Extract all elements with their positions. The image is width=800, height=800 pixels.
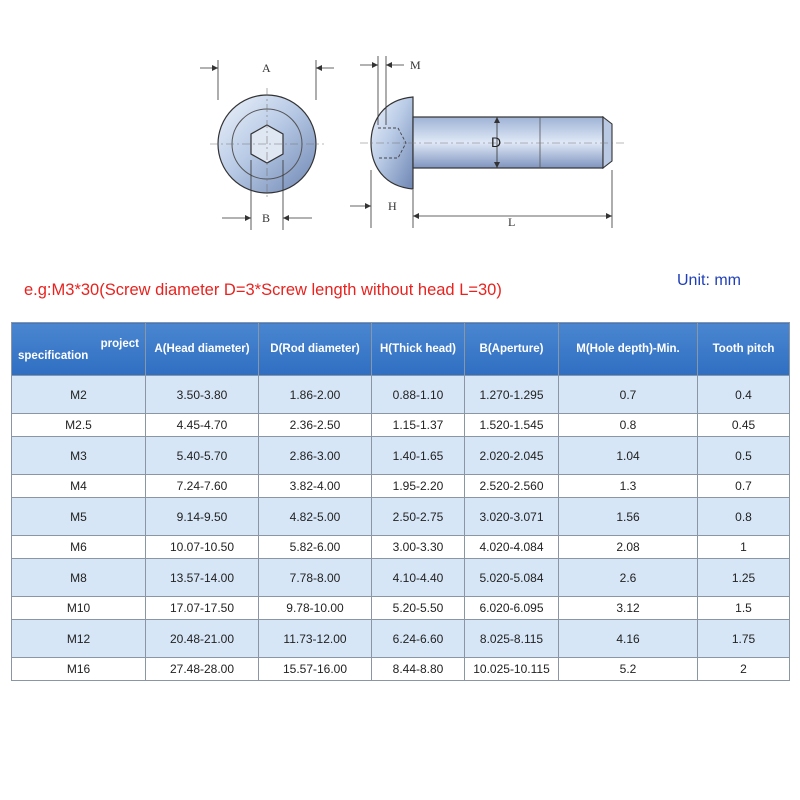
cell-pitch: 0.8 [698,498,790,536]
label-d: D [491,134,502,150]
cell-h: 5.20-5.50 [372,597,465,620]
cell-m: 1.04 [559,437,698,475]
screw-diagram [0,0,800,260]
table-row [12,376,790,414]
header-project: project [100,338,139,350]
cell-b: 3.020-3.071 [465,498,559,536]
label-h: H [388,199,397,213]
cell-pitch: 1.5 [698,597,790,620]
label-b: B [262,211,271,225]
cell-b: 1.520-1.545 [465,414,559,437]
cell-h: 4.10-4.40 [372,559,465,597]
cell-b: 8.025-8.115 [465,620,559,658]
header-rod-diameter: D(Rod diameter) [259,323,372,376]
table-row [12,620,790,658]
cell-m: 1.56 [559,498,698,536]
cell-m: 2.08 [559,536,698,559]
table-row [12,658,790,681]
cell-a: 10.07-10.50 [146,536,259,559]
cell-d: 7.78-8.00 [259,559,372,597]
cell-h: 1.15-1.37 [372,414,465,437]
cell-a: 3.50-3.80 [146,376,259,414]
header-specification: specification [18,350,89,362]
cell-spec: M2 [12,376,146,414]
cell-m: 0.8 [559,414,698,437]
cell-b: 6.020-6.095 [465,597,559,620]
cell-d: 5.82-6.00 [259,536,372,559]
cell-a: 5.40-5.70 [146,437,259,475]
cell-m: 0.7 [559,376,698,414]
cell-d: 3.82-4.00 [259,475,372,498]
header-corner [12,323,146,376]
cell-h: 1.95-2.20 [372,475,465,498]
cell-spec: M12 [12,620,146,658]
cell-b: 5.020-5.084 [465,559,559,597]
cell-a: 13.57-14.00 [146,559,259,597]
cell-h: 1.40-1.65 [372,437,465,475]
label-a: A [262,61,271,75]
table-row [12,414,790,437]
header-thick-head: H(Thick head) [372,323,465,376]
cell-spec: M3 [12,437,146,475]
cell-d: 9.78-10.00 [259,597,372,620]
cell-d: 15.57-16.00 [259,658,372,681]
cell-m: 4.16 [559,620,698,658]
table-row [12,475,790,498]
cell-b: 4.020-4.084 [465,536,559,559]
cell-pitch: 0.45 [698,414,790,437]
cell-b: 2.520-2.560 [465,475,559,498]
cell-spec: M10 [12,597,146,620]
cell-d: 4.82-5.00 [259,498,372,536]
table-row [12,536,790,559]
cell-spec: M5 [12,498,146,536]
cell-pitch: 0.4 [698,376,790,414]
cell-m: 1.3 [559,475,698,498]
unit-note: Unit: mm [677,272,741,289]
table-header-row [12,323,790,376]
table-row [12,559,790,597]
cell-b: 2.020-2.045 [465,437,559,475]
cell-pitch: 1.75 [698,620,790,658]
head-front-view [200,60,334,230]
cell-spec: M6 [12,536,146,559]
header-hole-depth: M(Hole depth)-Min. [559,323,698,376]
table-row [12,597,790,620]
cell-h: 3.00-3.30 [372,536,465,559]
cell-a: 27.48-28.00 [146,658,259,681]
cell-pitch: 0.7 [698,475,790,498]
cell-pitch: 0.5 [698,437,790,475]
cell-h: 8.44-8.80 [372,658,465,681]
cell-pitch: 1 [698,536,790,559]
cell-pitch: 1.25 [698,559,790,597]
cell-spec: M8 [12,559,146,597]
cell-m: 3.12 [559,597,698,620]
cell-d: 2.36-2.50 [259,414,372,437]
cell-b: 1.270-1.295 [465,376,559,414]
example-note: e.g:M3*30(Screw diameter D=3*Screw length without head L=30) [24,281,502,299]
cell-d: 2.86-3.00 [259,437,372,475]
cell-b: 10.025-10.115 [465,658,559,681]
cell-h: 0.88-1.10 [372,376,465,414]
cell-spec: M2.5 [12,414,146,437]
cell-a: 7.24-7.60 [146,475,259,498]
spec-table [11,322,790,681]
cell-spec: M16 [12,658,146,681]
cell-a: 20.48-21.00 [146,620,259,658]
cell-pitch: 2 [698,658,790,681]
cell-a: 17.07-17.50 [146,597,259,620]
cell-a: 9.14-9.50 [146,498,259,536]
cell-m: 2.6 [559,559,698,597]
label-m: M [410,58,421,72]
header-head-diameter: A(Head diameter) [146,323,259,376]
header-aperture: B(Aperture) [465,323,559,376]
cell-h: 6.24-6.60 [372,620,465,658]
label-l: L [508,215,516,229]
cell-d: 11.73-12.00 [259,620,372,658]
cell-m: 5.2 [559,658,698,681]
header-tooth-pitch: Tooth pitch [698,323,790,376]
cell-a: 4.45-4.70 [146,414,259,437]
cell-d: 1.86-2.00 [259,376,372,414]
table-row [12,498,790,536]
cell-spec: M4 [12,475,146,498]
table-row [12,437,790,475]
cell-h: 2.50-2.75 [372,498,465,536]
